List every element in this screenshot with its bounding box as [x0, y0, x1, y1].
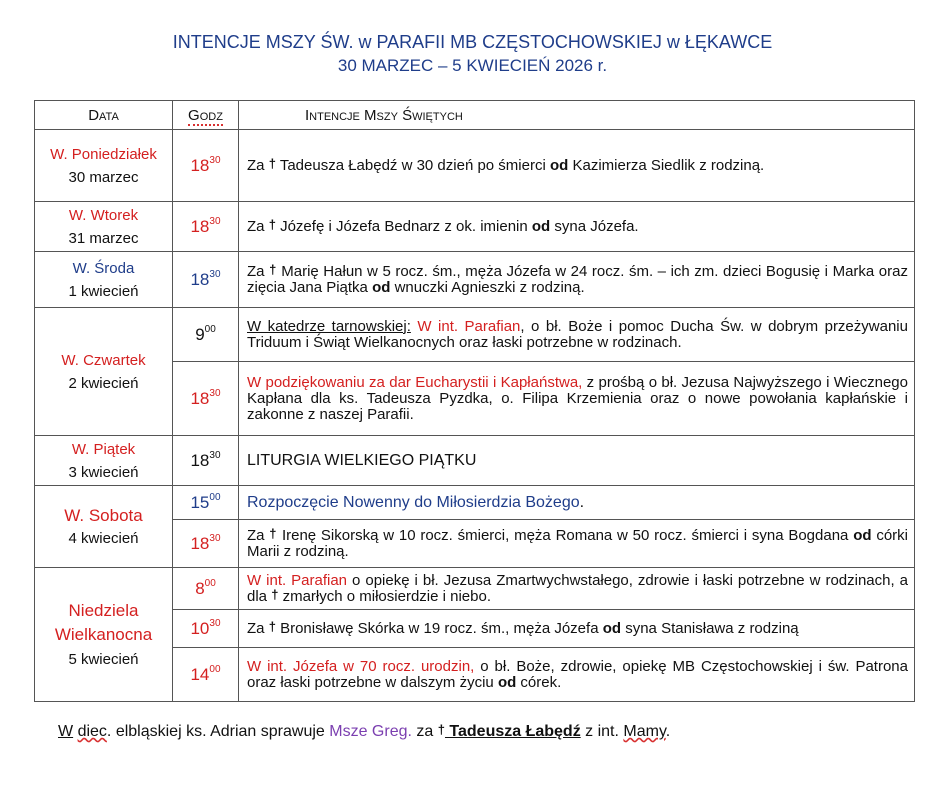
mass-intention: Za † Józefę i Józefa Bednarz z ok. imienin od syna Józefa.	[239, 202, 915, 252]
cross-icon: †	[437, 722, 445, 737]
mass-intention: W katedrze tarnowskiej: W int. Parafian, o bł. Boże i pomoc Ducha Św. w dobrym przeżywaniu Triduum i Świąt Wielkanocnych oraz łaski potrzebne w rodzinach.	[239, 308, 915, 362]
mass-time: $8^{00}$	[173, 568, 239, 610]
day-date: 30 marzec	[68, 168, 139, 186]
day-date: 5 kwiecień	[68, 651, 139, 668]
cross-icon: †	[269, 261, 277, 277]
column-header-intentions: Intencje Mszy Świętych	[239, 101, 915, 130]
page-title: INTENCJE MSZY ŚW. w PARAFII MB CZĘSTOCHOWSKIEJ w ŁĘKAWCE	[172, 32, 773, 52]
day-cell	[35, 130, 173, 202]
mass-time: $9^{00}$	[173, 308, 239, 362]
day-name: W. Sobota	[64, 505, 143, 525]
mass-intention: Za † Irenę Sikorską w 10 rocz. śmierci, męża Romana w 50 rocz. śmierci i syna Bogdana od córki Marii z rodziną.	[239, 520, 915, 568]
mass-intention: Za † Bronisławę Skórka w 19 rocz. śm., męża Józefa od syna Stanisława z rodziną	[239, 610, 915, 648]
table-row	[35, 486, 915, 520]
mass-time: $14^{00}$	[173, 648, 239, 702]
mass-intention: Rozpoczęcie Nowenny do Miłosierdzia Bożego.	[239, 486, 915, 520]
mass-intention: Za † Marię Hałun w 5 rocz. śm., męża Józefa w 24 rocz. śm. – ich zm. dzieci Bogusię i Marka oraz zięcia Jana Piątka od wnuczki Agnieszki z rodziną.	[239, 252, 915, 308]
mass-time: $18^{30}$	[173, 520, 239, 568]
day-date: 4 kwiecień	[68, 529, 139, 547]
day-name: W. Piątek	[71, 440, 136, 458]
mass-intention: W int. Parafian o opiekę i bł. Jezusa Zmartwychwstałego, zdrowie i łaski potrzebne w rodzinach, a dla † zmarłych o miłosierdzie i niebo.	[239, 568, 915, 610]
day-cell	[35, 308, 173, 436]
cross-icon: †	[268, 216, 276, 232]
day-cell	[35, 436, 173, 486]
day-date: 2 kwiecień	[68, 374, 139, 392]
mass-time: $18^{30}$	[173, 252, 239, 308]
mass-time: $15^{00}$	[173, 486, 239, 520]
column-header-time: Godz	[173, 101, 239, 130]
cross-icon: †	[268, 155, 276, 171]
cross-icon: †	[271, 586, 279, 602]
day-name: W. Środa	[72, 259, 135, 277]
day-name: W. Poniedziałek	[50, 145, 157, 163]
mass-time: $18^{30}$	[173, 202, 239, 252]
mass-intention: W podziękowaniu za dar Eucharystii i Kapłaństwa, z prośbą o bł. Jezusa Najwyższego i Wiecznego Kapłana dla ks. Tadeusza Pyzdka, o. Filipa Krzemienia oraz o nowe powołania kapłańskie i zakonne z naszej Parafii.	[239, 362, 915, 436]
table-row	[35, 252, 915, 308]
mass-time: $18^{30}$	[173, 362, 239, 436]
table-row	[35, 568, 915, 610]
intentions-table	[34, 100, 915, 702]
table-row	[35, 308, 915, 362]
mass-intention: LITURGIA WIELKIEGO PIĄTKU	[239, 436, 915, 486]
page-subtitle: 30 MARZEC – 5 KWIECIEŃ 2026 r.	[337, 56, 608, 75]
day-date: 3 kwiecień	[68, 463, 139, 481]
table-header-row	[35, 101, 915, 130]
day-name: W. Czwartek	[61, 351, 146, 369]
day-cell	[35, 252, 173, 308]
cross-icon: †	[269, 525, 278, 541]
day-cell	[35, 568, 173, 702]
column-header-date: Data	[35, 101, 173, 130]
day-cell	[35, 202, 173, 252]
day-name: W. Wtorek	[68, 206, 139, 224]
mass-time: $18^{30}$	[173, 436, 239, 486]
day-cell	[35, 486, 173, 568]
mass-intention: W int. Józefa w 70 rocz. urodzin, o bł. Boże, zdrowie, opiekę MB Częstochowskiej i św. Patrona oraz łaski potrzebne w dalszym życiu od córek.	[239, 648, 915, 702]
mass-time: $18^{30}$	[173, 130, 239, 202]
mass-intention: Za † Tadeusza Łabędź w 30 dzień po śmierci od Kazimierza Siedlik z rodziną.	[239, 130, 915, 202]
day-date: 31 marzec	[68, 229, 139, 247]
day-name: Niedziela Wielkanocna	[54, 601, 153, 644]
footer-note: W diec. elbląskiej ks. Adrian sprawuje Msze Greg. za † Tadeusza Łabędź z int. Mamy.	[58, 722, 671, 740]
table-row	[35, 202, 915, 252]
day-date: 1 kwiecień	[68, 282, 139, 300]
mass-time: $10^{30}$	[173, 610, 239, 648]
table-row	[35, 436, 915, 486]
table-row	[35, 130, 915, 202]
cross-icon: †	[268, 618, 276, 634]
